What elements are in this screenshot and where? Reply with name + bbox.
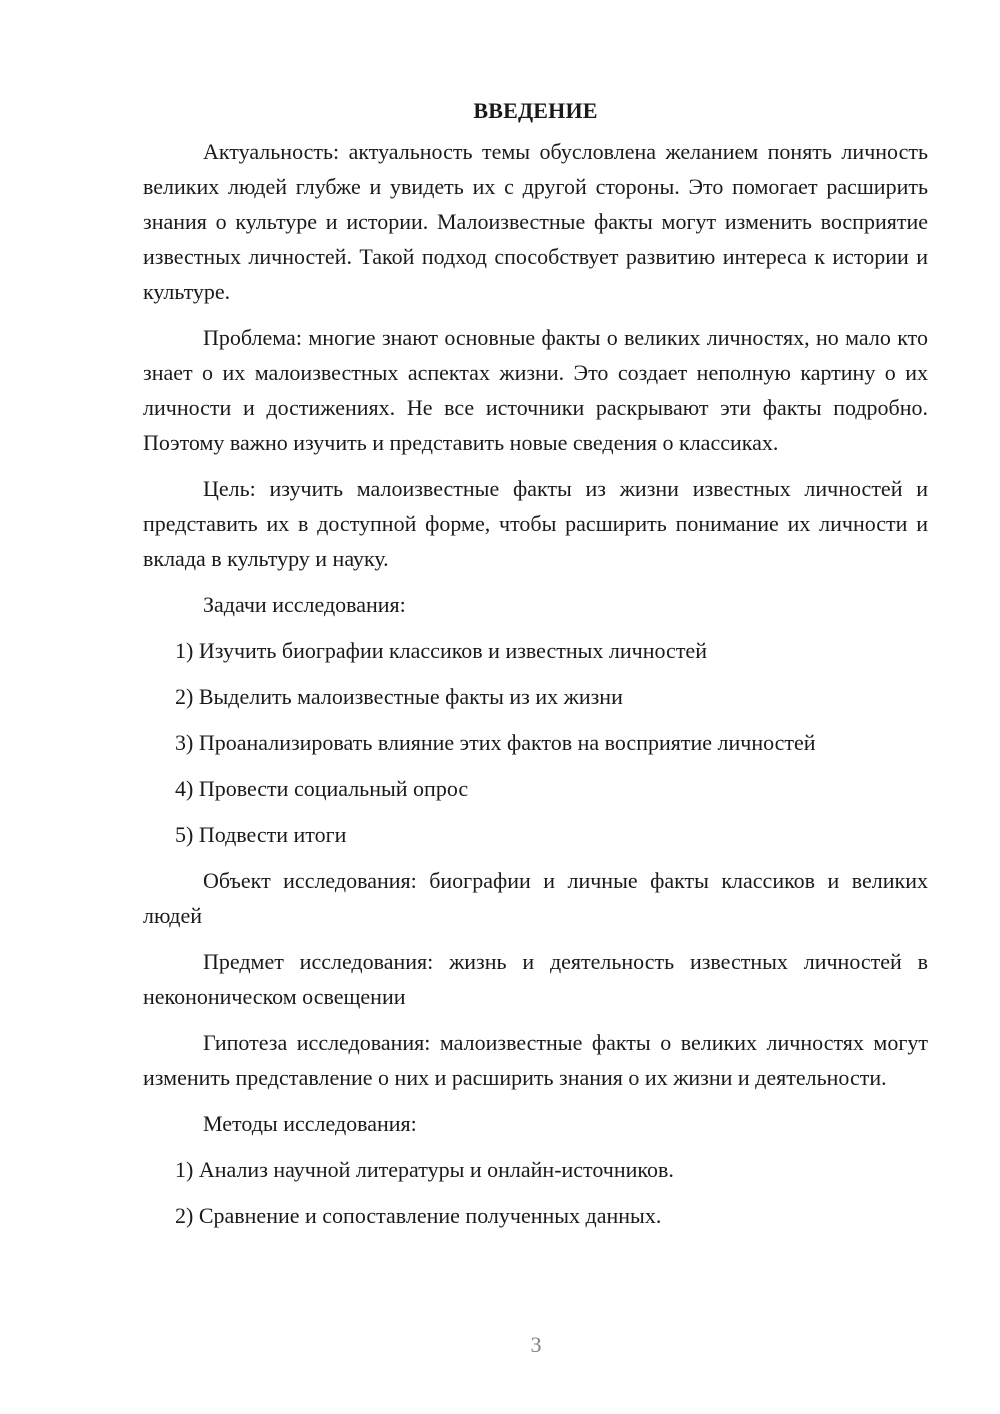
task-item-4: 4) Провести социальный опрос xyxy=(175,776,469,801)
subject-paragraph: Предмет исследования: жизнь и деятельность известных личностей в некононическом освещении xyxy=(143,949,928,1009)
object-paragraph: Объект исследования: биографии и личные факты классиков и великих людей xyxy=(143,868,928,928)
method-item-2: 2) Сравнение и сопоставление полученных данных. xyxy=(175,1203,662,1228)
document-page xyxy=(143,96,928,1244)
goal-paragraph: Цель: изучить малоизвестные факты из жизни известных личностей и представить их в доступной форме, чтобы расширить понимание их личности и вклада в культуру и науку. xyxy=(143,476,928,571)
task-item-3: 3) Проанализировать влияние этих фактов на восприятие личностей xyxy=(175,730,816,755)
page-number: 3 xyxy=(530,1332,542,1357)
hypothesis-paragraph: Гипотеза исследования: малоизвестные факты о великих личностях могут изменить представление о них и расширить знания о их жизни и деятельности. xyxy=(143,1030,928,1090)
problem-paragraph: Проблема: многие знают основные факты о великих личностях, но мало кто знает о их малоизвестных аспектах жизни. Это создает неполную картину о их личности и достижениях. Не все источники раскрывают эти факты подробно. Поэтому важно изучить и представить новые сведения о классиках. xyxy=(143,325,928,455)
task-item-5: 5) Подвести итоги xyxy=(175,822,347,847)
methods-title: Методы исследования: xyxy=(203,1111,417,1136)
task-item-1: 1) Изучить биографии классиков и известных личностей xyxy=(175,638,707,663)
task-item-2: 2) Выделить малоизвестные факты из их жизни xyxy=(175,684,623,709)
method-item-1: 1) Анализ научной литературы и онлайн-источников. xyxy=(175,1157,674,1182)
page-title: ВВЕДЕНИЕ xyxy=(473,98,598,123)
relevance-paragraph: Актуальность: актуальность темы обусловлена желанием понять личность великих людей глубже и увидеть их с другой стороны. Это помогает расширить знания о культуре и истории. Малоизвестные факты могут изменить восприятие известных личностей. Такой подход способствует развитию интереса к истории и культуре. xyxy=(143,139,928,304)
tasks-title: Задачи исследования: xyxy=(203,592,406,617)
